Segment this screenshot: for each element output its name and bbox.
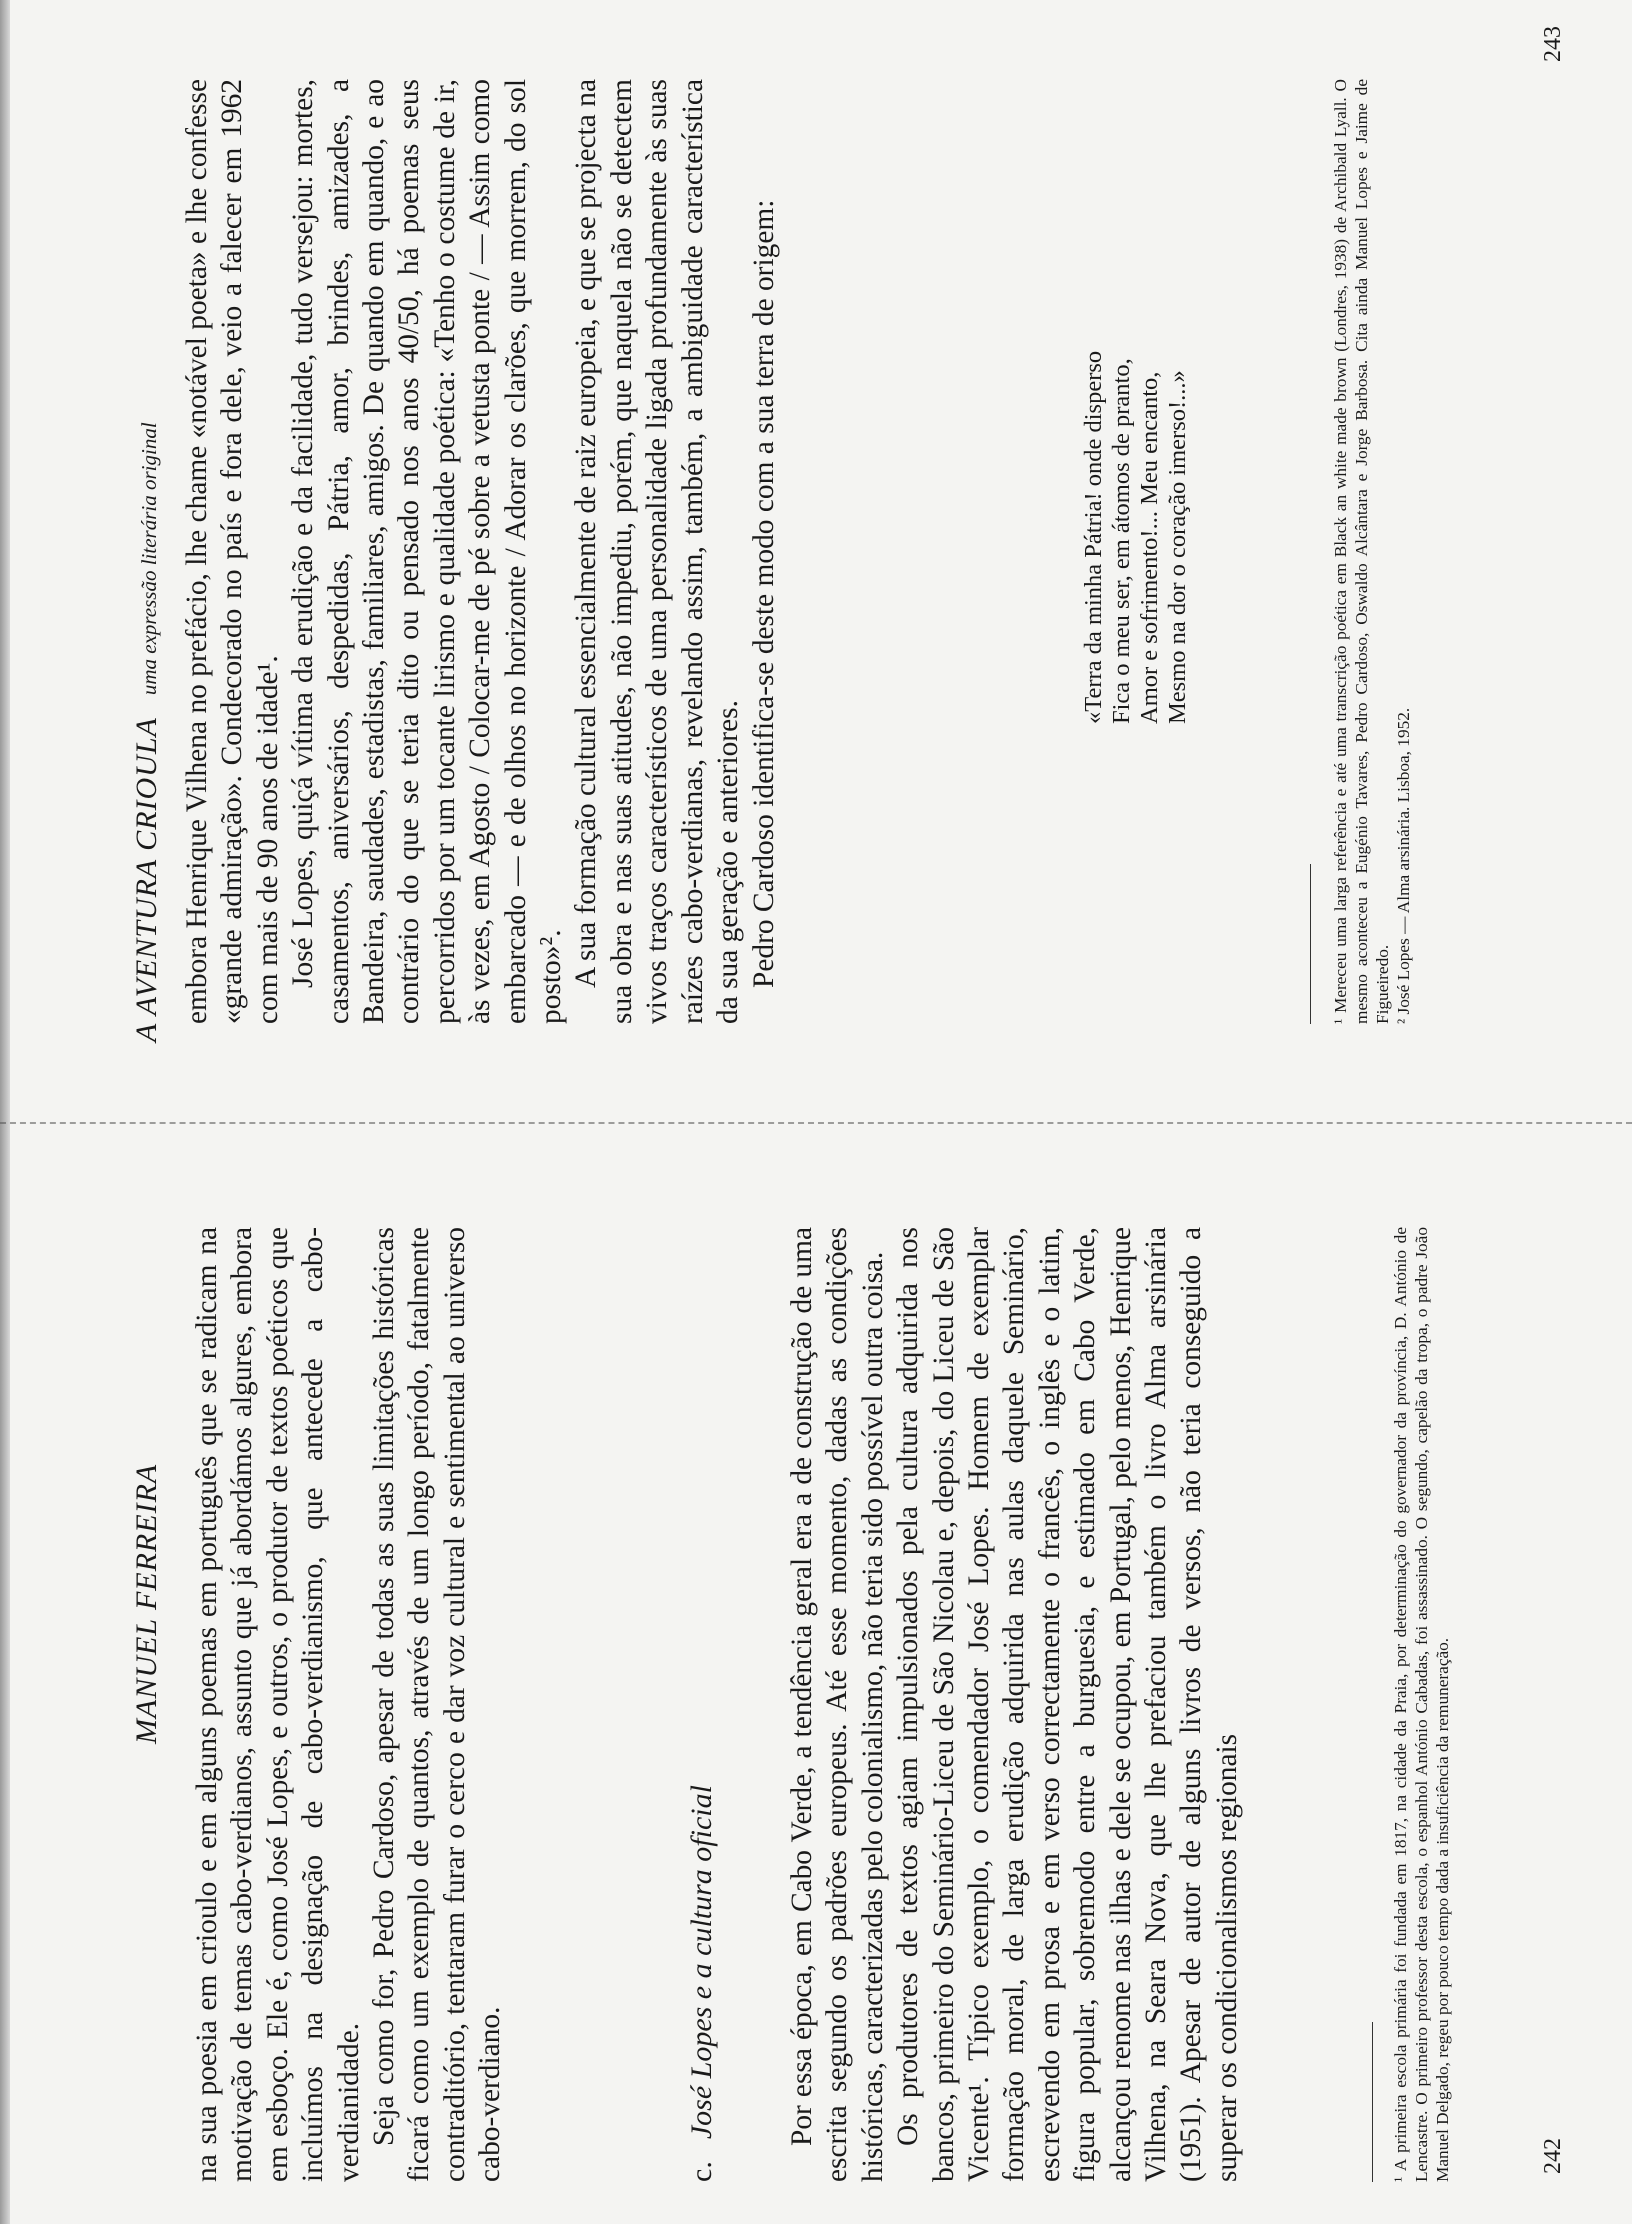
page-242	[0, 1112, 1632, 2224]
page-number: 243	[1540, 26, 1566, 62]
body-text	[180, 79, 782, 1024]
verse-quote	[1080, 351, 1192, 724]
verse-line: Amor e sofrimento!... Meu encanto,	[1136, 371, 1163, 724]
paragraph: na sua poesia em crioulo e em alguns poemas em português que se radicam na motivação de temas cabo-verdianos, assunto que já abordámos algures, embora em esboço. Ele é, como José Lopes, e outros, o produtor de textos poéticos que incluímos na designação de cabo-verdianismo, que antecede a cabo-verdianidade.	[191, 1227, 365, 2182]
paragraph: Os produtores de textos agiam impulsionados pela cultura adquirida nos bancos, primeiro do Seminário-Liceu de São Nicolau e, depois, do Liceu de São Vicente¹. Típico exemplo, o comendador José Lopes. Homem de exemplar formação moral, de larga erudição adquirida nas aulas daquele Seminário, escrevendo em prosa e em verso correctamente o francês, o inglês e o latim, figura popular, sobremodo entre a burguesia, e estimado em Cabo Verde, alcançou renome nas ilhas e dele se ocupou, em Portugal, pelo menos, Henrique Vilhena, na Seara Nova, que lhe prefaciou também o livro Alma arsinária (1951). Apesar de autor de alguns livros de versos, não teria conseguido a superar os condicionalismos regionais	[892, 1227, 1243, 2182]
paragraph: José Lopes, quiçá vítima da erudição e da facilidade, tudo versejou: mortes, casamentos, aniversários, despedidas, Pátria, amor, brindes, amizades, a Bandeira, saudades, estadistas, familiares, amigos. De quando em quando, e ao contrário do que se teria dito ou pensado nos anos 40/50, há poemas seus percorridos por um tocante lirismo e qualidade poética: «Tenho o costume de ir, às vezes, em Agosto / Colocar-me de pé sobre a vetusta ponte / — Assim como embarcado — e de olhos no horizonte / Adorar os clarões, que morrem, do sol posto»².	[287, 79, 568, 1024]
page-number: 242	[1540, 2138, 1566, 2174]
footnote: ² José Lopes — Alma arsinária. Lisboa, 1952.	[1394, 707, 1413, 1024]
running-head-main: A AVENTURA CRIOULA	[130, 717, 163, 1042]
body-text-top	[190, 1227, 509, 2182]
footnote-rule	[1310, 864, 1311, 1024]
verse-line: Mesmo na dor o coração imerso!...»	[1164, 370, 1191, 724]
footnote-rule	[1372, 2022, 1373, 2182]
running-head-author: MANUEL FERREIRA	[130, 1463, 163, 1744]
section-heading	[685, 1785, 719, 2182]
paragraph: A sua formação cultural essencialmente de raiz europeia, e que se projecta na sua obra e nas suas atitudes, não impediu, porém, que naquela não se detectem vivos traços característicos de uma personalidade ligada profundamente às suas raízes cabo-verdianas, revelando assim, também, a ambiguidade característica da sua geração e anteriores.	[570, 79, 745, 1024]
footnote: ¹ Mereceu uma larga referência e até uma transcrição poética em Black an white made brown (Londres, 1938) de Archibald Lyall. O mesmo aconteceu a Eugénio Tavares, Pedro Cardoso, Oswaldo Alcântara e Jorge Barbosa. Cita ainda Manuel Lopes e Jaime de Figueiredo.	[1331, 79, 1392, 1024]
paragraph: Pedro Cardoso identifica-se deste modo com a sua terra de origem:	[747, 199, 780, 988]
section-title: José Lopes e a cultura oficial	[685, 1785, 718, 2140]
running-head-title	[130, 422, 164, 1042]
verse-line: Fica o meu ser, em átomos de pranto,	[1108, 358, 1135, 724]
paragraph: embora Henrique Vilhena no prefácio, lhe chame «notável poeta» e lhe confesse «grande admiração». Condecorado no país e fora dele, veio a falecer em 1962 com mais de 90 anos de idade¹.	[181, 79, 284, 1024]
footnotes	[1330, 79, 1414, 1024]
running-head-subtitle: uma expressão literária original	[137, 422, 161, 696]
body-text-section	[785, 1227, 1245, 2182]
section-letter: c.	[685, 2161, 718, 2182]
paragraph: Seja como for, Pedro Cardoso, apesar de todas as suas limitações históricas ficará como um exemplo de quantos, através de um longo período, fatalmente contraditório, tentaram furar o cerco e dar voz cultural e sentimental ao universo cabo-verdiano.	[368, 1227, 507, 2182]
verse-line: «Terra da minha Pátria! onde disperso	[1080, 350, 1107, 724]
footnote: ¹ A primeira escola primária foi fundada em 1817, na cidade da Praia, por determinação do governador da província, D. António de Lencastre. O primeiro professor desta escola, o espanhol António Cabadas, foi assassinado. O segundo, capelão da tropa, o padre João Manuel Delgado, regeu por pouco tempo dada a insuficiência da remuneração.	[1391, 1227, 1452, 2182]
paragraph: Por essa época, em Cabo Verde, a tendência geral era a de construção de uma escrita segundo os padrões europeus. Até esse momento, dadas as condições históricas, caracterizadas pelo colonialismo, não teria sido possível outra coisa.	[786, 1227, 889, 2182]
